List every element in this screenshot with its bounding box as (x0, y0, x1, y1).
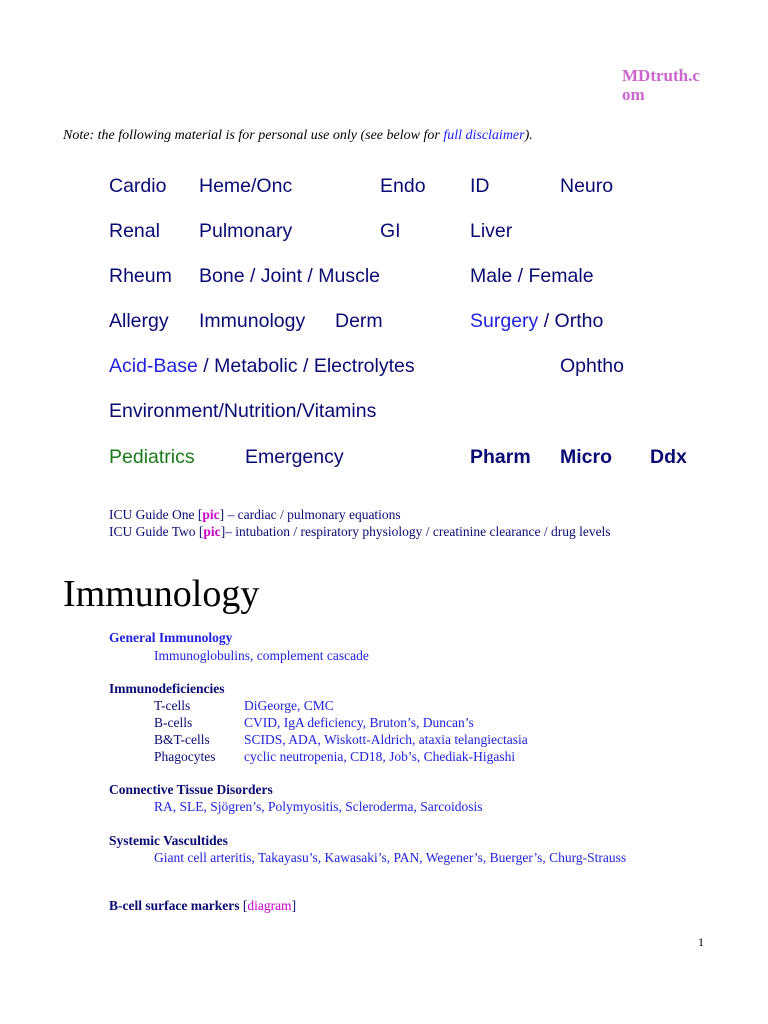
nav-ophtho[interactable]: Ophtho (560, 355, 624, 377)
site-title-link[interactable]: MDtruth.com (622, 66, 700, 104)
nav-pharm[interactable]: Pharm (470, 446, 531, 468)
icu-guide-one-pic-link[interactable]: pic (202, 507, 220, 522)
full-disclaimer-link[interactable]: full disclaimer (443, 128, 525, 143)
nav-liver[interactable]: Liver (470, 220, 513, 242)
connective-tissue-links[interactable]: RA, SLE, Sjögren’s, Polymyositis, Scleroderma, Sarcoidosis (154, 799, 483, 814)
nav-emergency[interactable]: Emergency (245, 446, 344, 468)
nav-environment-nutrition-vitamins[interactable]: Environment/Nutrition/Vitamins (109, 400, 377, 422)
bcell-close-bracket: ] (291, 898, 297, 913)
nav-ortho[interactable]: / Ortho (538, 310, 604, 332)
nav-neuro[interactable]: Neuro (560, 175, 614, 197)
immunodef-value-tcells (244, 698, 334, 714)
nav-allergy[interactable]: Allergy (109, 310, 169, 332)
general-immunology-topics (154, 648, 369, 664)
immunodef-value-phagocytes (244, 749, 515, 765)
immunodef-value-btcells (244, 732, 528, 748)
nav-immunology[interactable]: Immunology (199, 310, 306, 332)
immunodef-label-phagocytes: Phagocytes (154, 749, 216, 764)
vasculitides-topics (154, 850, 626, 866)
immunodef-label-btcells: B&T-cells (154, 732, 210, 747)
immunodef-btcells-links[interactable]: SCIDS, ADA, Wiskott-Aldrich, ataxia telangiectasia (244, 732, 528, 747)
general-immunology-links[interactable]: Immunoglobulins, complement cascade (154, 648, 369, 663)
nav-surgery[interactable]: Surgery (470, 310, 539, 332)
page-number: 1 (698, 935, 704, 949)
icu-guide-two-pic-link[interactable]: pic (203, 524, 221, 539)
nav-ddx[interactable]: Ddx (650, 446, 687, 468)
section-vasculitides-title: Systemic Vascultides (109, 833, 228, 848)
section-immunodeficiencies-title: Immunodeficiencies (109, 681, 225, 696)
immunodef-value-bcells (244, 715, 474, 731)
icu-guide-one-desc: ] – cardiac / pulmonary equations (219, 507, 401, 522)
nav-surgery-ortho (470, 310, 603, 333)
nav-endo[interactable]: Endo (380, 175, 426, 197)
nav-gi[interactable]: GI (380, 220, 401, 242)
nav-pediatrics[interactable]: Pediatrics (109, 446, 195, 468)
vasculitides-links[interactable]: Giant cell arteritis, Takayasu’s, Kawasaki’s, PAN, Wegener’s, Buerger’s, Churg-Strauss (154, 850, 627, 865)
section-connective-tissue-title: Connective Tissue Disorders (109, 782, 273, 797)
nav-pulmonary[interactable]: Pulmonary (199, 220, 293, 242)
icu-guide-two-desc: ]– intubation / respiratory physiology / creatinine clearance / drug levels (220, 524, 611, 539)
icu-guide-two-label[interactable]: ICU Guide Two [ (109, 524, 204, 539)
immunodef-phagocytes-links[interactable]: cyclic neutropenia, CD18, Job’s, Chediak-Higashi (244, 749, 516, 764)
nav-micro[interactable]: Micro (560, 446, 613, 468)
note-suffix: ). (524, 128, 533, 143)
nav-id[interactable]: ID (470, 175, 490, 197)
immunodef-label-tcells: T-cells (154, 698, 191, 713)
connective-tissue-topics (154, 799, 483, 815)
page-heading: Immunology (63, 573, 260, 615)
bcell-open-bracket: [ (239, 898, 248, 913)
immunodef-tcells-links[interactable]: DiGeorge, CMC (244, 698, 334, 713)
nav-metabolic-electrolytes[interactable]: / Metabolic / Electrolytes (197, 355, 415, 377)
nav-heme-onc[interactable]: Heme/Onc (199, 175, 293, 197)
nav-bone-joint-muscle[interactable]: Bone / Joint / Muscle (199, 265, 381, 287)
immunodef-bcells-links[interactable]: CVID, IgA deficiency, Bruton’s, Duncan’s (244, 715, 474, 730)
nav-cardio[interactable]: Cardio (109, 175, 167, 197)
icu-guide-one (109, 507, 401, 523)
bcell-diagram-link[interactable]: diagram (247, 898, 292, 913)
nav-acid-base-group (109, 355, 415, 378)
nav-derm[interactable]: Derm (335, 310, 383, 332)
icu-guide-two (109, 524, 611, 540)
icu-guide-one-label[interactable]: ICU Guide One [ (109, 507, 203, 522)
disclaimer-note (63, 128, 533, 144)
section-bcell-markers (109, 898, 296, 914)
nav-male-female[interactable]: Male / Female (470, 265, 594, 287)
nav-rheum[interactable]: Rheum (109, 265, 172, 287)
bcell-markers-title: B-cell surface markers (109, 898, 240, 913)
nav-acid-base[interactable]: Acid-Base (109, 355, 198, 377)
immunodef-label-bcells: B-cells (154, 715, 193, 730)
nav-renal[interactable]: Renal (109, 220, 160, 242)
section-general-immunology-title[interactable]: General Immunology (109, 630, 233, 645)
note-prefix: Note: the following material is for personal use only (see below for (63, 128, 444, 143)
